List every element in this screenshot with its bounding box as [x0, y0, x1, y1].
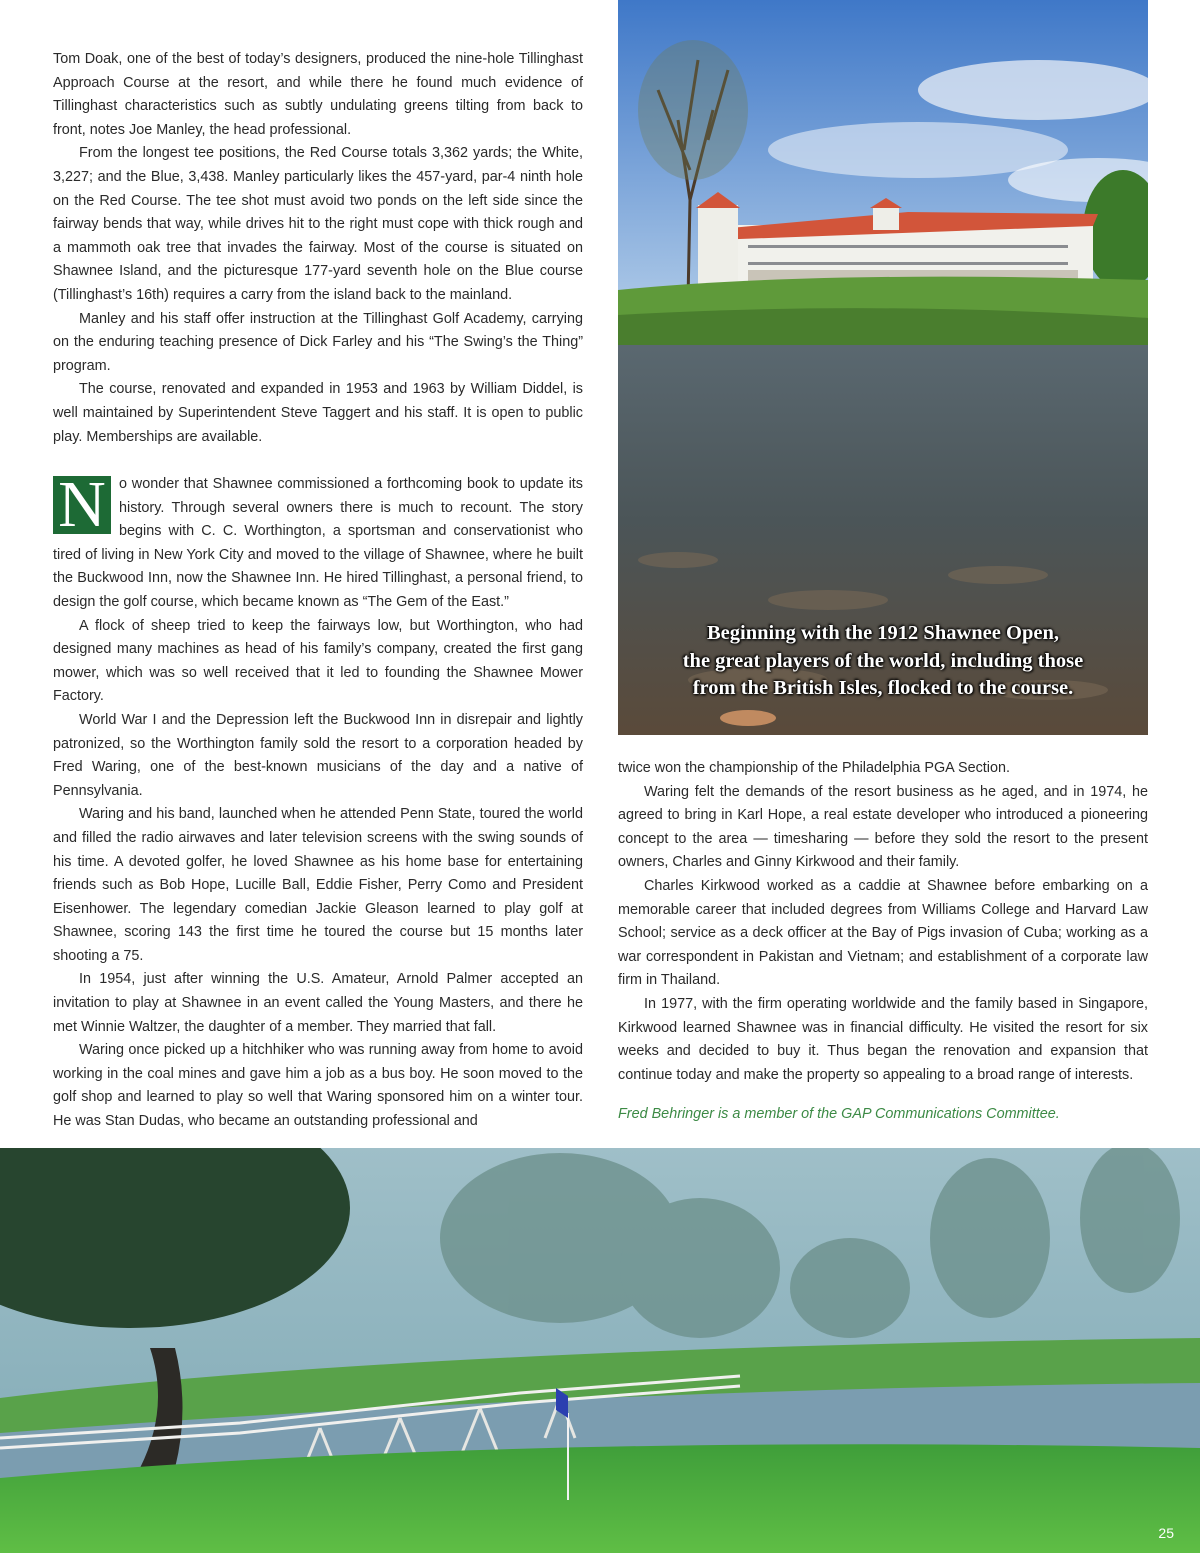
article-paragraph: In 1977, with the firm operating worldwide and the family based in Singapore, Kirkwood learned Shawnee was in financial difficulty. He visited the resort for six weeks and decided to buy it. Thus began the renovation and expansion that continue today and make the property so appealing to a broad range of interests. — [618, 995, 1148, 1083]
article-column-left-top — [53, 48, 583, 449]
article-paragraph: A flock of sheep tried to keep the fairways low, but Worthington, who had designed many machines as head of his family’s company, created the first gang mower, which was so well received that it led to founding the Shawnee Mower Factory. — [53, 617, 583, 705]
article-paragraph: The course, renovated and expanded in 1953 and 1963 by William Diddel, is well maintained by Superintendent Steve Taggert and his staff. It is open to public play. Memberships are available. — [53, 381, 583, 445]
dropcap-paragraph-text: o wonder that Shawnee commissioned a forthcoming book to update its history. Through several owners there is much to recount. The story begins with C. C. Worthington, a sportsman and conservationist who tired of living in New York City and moved to the village of Shawnee, where he built the Buckwood Inn, now the Shawnee Inn. He hired Tillinghast, a personal friend, to design the golf course, which became known as “The Gem of the East.” — [53, 476, 583, 610]
article-paragraph: Tom Doak, one of the best of today’s designers, produced the nine-hole Tillinghast Approach Course at the resort, and while there he found much evidence of Tillinghast characteristics such as subtly undulating greens tilting from back to front, notes Joe Manley, the head professional. — [53, 51, 583, 138]
golf-course-illustration — [0, 1148, 1200, 1553]
article-paragraph: twice won the championship of the Philadelphia PGA Section. — [618, 760, 1010, 776]
article-paragraph: Waring and his band, launched when he attended Penn State, toured the world and filled the radio airwaves and later television screens with the swing sounds of his time. A devoted golfer, he loved Shawnee as his home base for entertaining friends such as Bob Hope, Lucille Ball, Eddie Fisher, Perry Como and President Eisenhower. The legendary comedian Jackie Gleason learned to play golf at Shawnee, scoring 143 the first time he toured the course but 15 months later shooting a 75. — [53, 806, 583, 964]
article-paragraph: Manley and his staff offer instruction at the Tillinghast Golf Academy, carrying on the enduring teaching presence of Dick Farley and his “The Swing’s the Thing” program. — [53, 310, 583, 374]
article-paragraph: In 1954, just after winning the U.S. Amateur, Arnold Palmer accepted an invitation to play at Shawnee in an event called the Young Masters, and there he met Winnie Waltzer, the daughter of a member. They married that fall. — [53, 971, 583, 1035]
drop-cap: N — [53, 476, 111, 534]
article-column-left-bottom — [53, 468, 583, 1134]
photo-caption-line: from the British Isles, flocked to the course. — [692, 677, 1074, 699]
article-paragraph: From the longest tee positions, the Red Course totals 3,362 yards; the White, 3,227; and the Blue, 3,438. Manley particularly likes the 457-yard, par-4 ninth hole on the Red Course. The tee shot must avoid two ponds on the left side since the fairway bends that way, while drives hit to the right must cope with thick rough and a mammoth oak tree that invades the fairway. Most of the course is situated on Shawnee Island, and the picturesque 177-yard seventh hole on the Blue course (Tillinghast’s 16th) requires a carry from the island back to the mainland. — [53, 145, 583, 303]
photo-caption — [618, 620, 1148, 703]
golf-course-photo — [0, 1148, 1200, 1553]
author-byline: Fred Behringer is a member of the GAP Communications Committee. — [618, 1106, 1060, 1123]
article-column-right — [618, 757, 1148, 1127]
article-paragraph: Charles Kirkwood worked as a caddie at Shawnee before embarking on a memorable career that included degrees from Williams College and Harvard Law School; service as a deck officer at the Bay of Pigs invasion of Cuba; working as a war correspondent in Pakistan and Vietnam; and establishment of a corporate law firm in Thailand. — [618, 877, 1148, 989]
dropcap-paragraph — [53, 468, 583, 615]
article-paragraph: Waring once picked up a hitchhiker who was running away from home to avoid working in the coal mines and gave him a job as a bus boy. He soon moved to the golf shop and learned to play so well that Waring sponsored him on a winter tour. He was Stan Dudas, who became an outstanding professional and — [53, 1042, 583, 1130]
photo-caption-line: Beginning with the 1912 Shawnee Open, — [707, 622, 1059, 644]
shawnee-inn-photo — [618, 0, 1148, 735]
page-number: 25 — [1158, 1525, 1174, 1541]
article-paragraph: World War I and the Depression left the Buckwood Inn in disrepair and lightly patronized, so the Worthington family sold the resort to a corporation headed by Fred Waring, one of the best-known musicians of the day and a native of Pennsylvania. — [53, 711, 583, 799]
article-paragraph: Waring felt the demands of the resort business as he aged, and in 1974, he agreed to bring in Karl Hope, a real estate developer who introduced a pioneering concept to the area — timesharing — before they sold the resort to the present owners, Charles and Ginny Kirkwood and their family. — [618, 783, 1148, 871]
photo-caption-line: the great players of the world, including those — [682, 649, 1084, 672]
